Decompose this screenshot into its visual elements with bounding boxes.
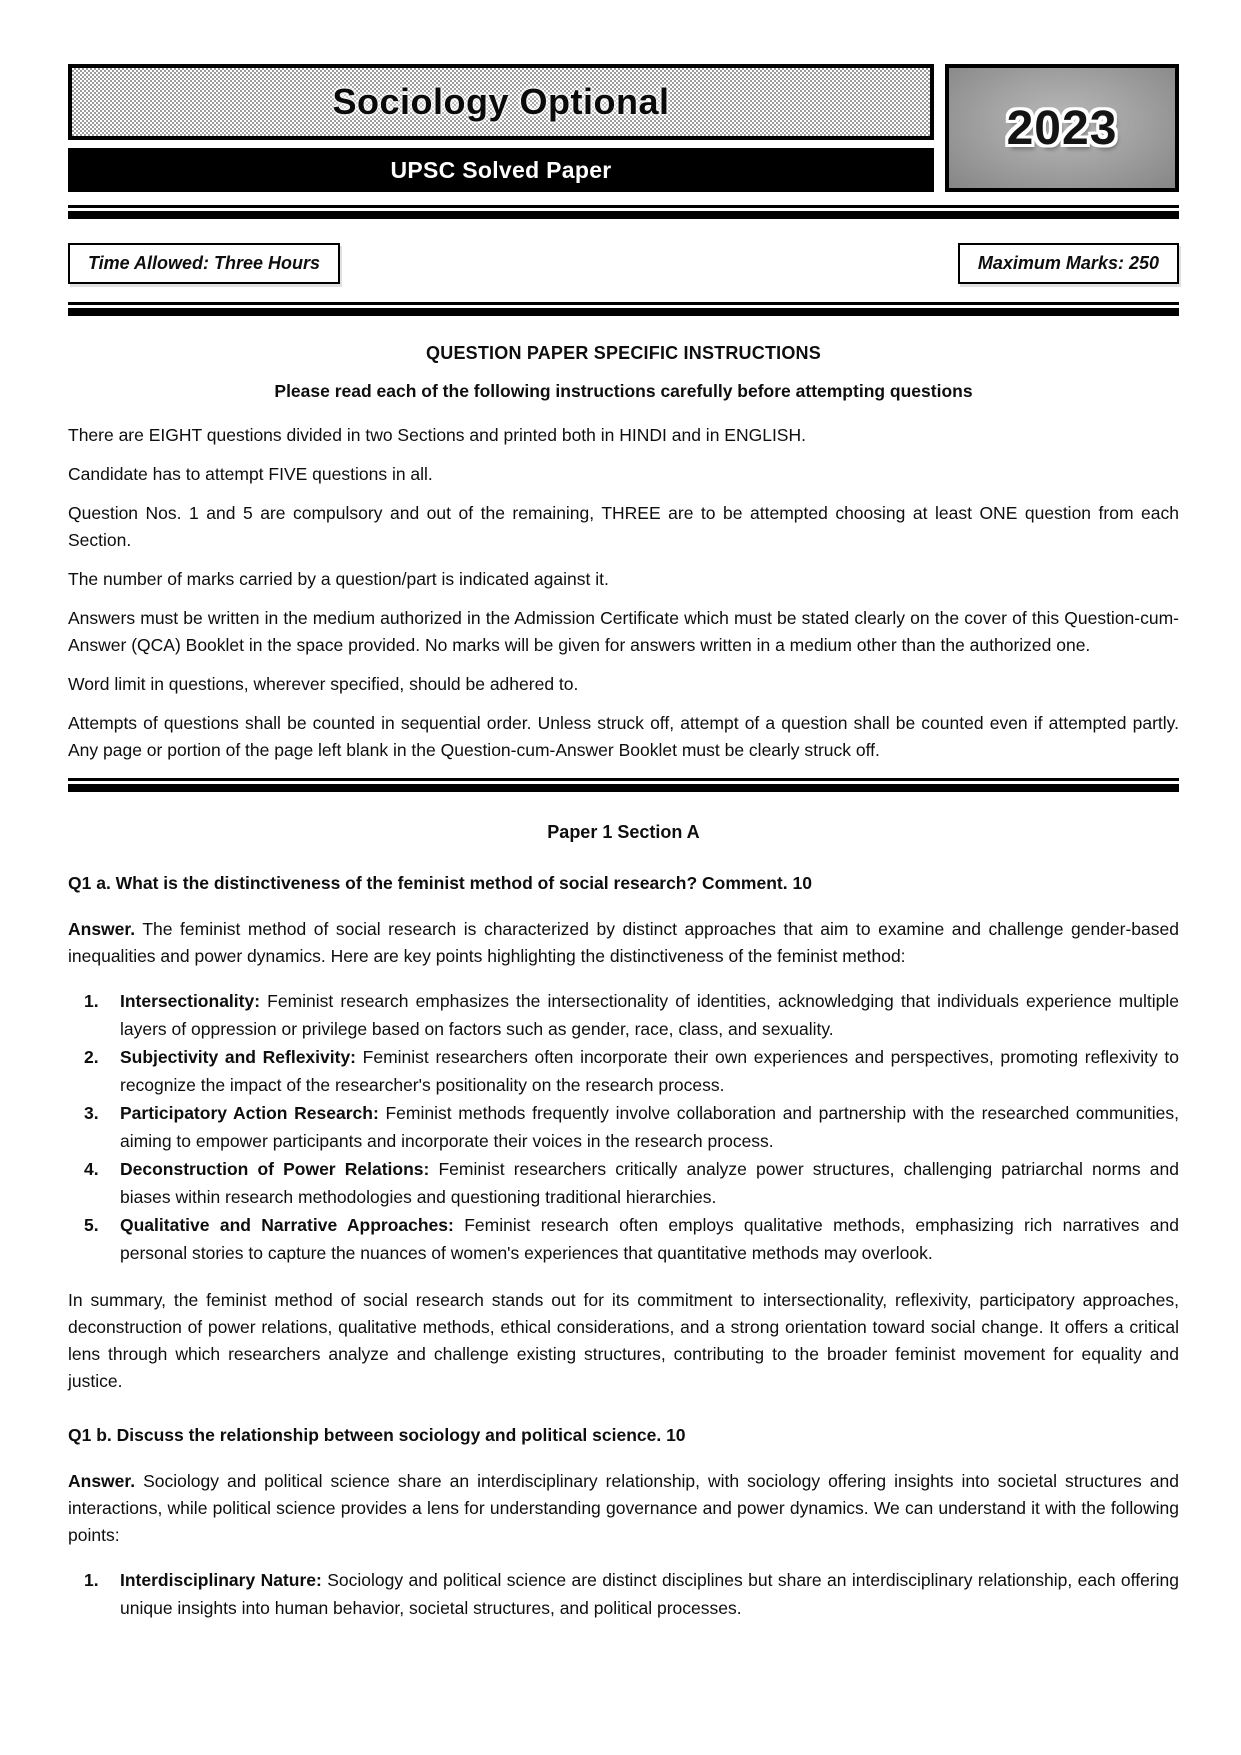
point-body bbox=[120, 1211, 1179, 1267]
paper-body-section bbox=[68, 822, 1179, 1622]
point-number: 5. bbox=[84, 1215, 99, 1235]
section-heading: Paper 1 Section A bbox=[547, 822, 700, 842]
point-number: 4. bbox=[84, 1159, 99, 1179]
point-title: Subjectivity and Reflexivity: bbox=[120, 1047, 357, 1067]
question-1a-summary: In summary, the feminist method of social research stands out for its commitment to intersectionality, reflexivity, participatory approaches, deconstruction of power relations, qualitative methods, ethical considerations, and a strong orientation toward social change. It offers a critical lens through which researchers analyze and challenge existing structures, contributing to the broader feminist movement for equality and justice. bbox=[68, 1290, 1179, 1391]
question-1a-answer-intro bbox=[68, 916, 1179, 970]
question-1b-points-list bbox=[68, 1566, 1179, 1622]
instruction-paragraph: Answers must be written in the medium authorized in the Admission Certificate which must be stated clearly on the cover of this Question-cum-Answer (QCA) Booklet in the space provided. No marks will be given for answers written in a medium other than the authorized one. bbox=[68, 608, 1179, 655]
instruction-paragraph: Candidate has to attempt FIVE questions in all. bbox=[68, 464, 433, 484]
answer-label: Answer. bbox=[68, 1471, 136, 1491]
instruction-paragraph: Attempts of questions shall be counted in sequential order. Unless struck off, attempt of a question shall be counted even if attempted partly. Any page or portion of the page left blank in the Question-cum-Answer Booklet must be clearly struck off. bbox=[68, 713, 1179, 760]
instruction-paragraph: There are EIGHT questions divided in two Sections and printed both in HINDI and in ENGLISH. bbox=[68, 425, 806, 445]
exam-meta-row bbox=[68, 243, 1179, 284]
point-body bbox=[120, 1043, 1179, 1099]
question-1a-heading: Q1 a. What is the distinctiveness of the feminist method of social research? Comment. 10 bbox=[68, 873, 812, 893]
year-badge bbox=[945, 64, 1179, 192]
point-text: Feminist researchers often incorporate their own experiences and perspectives, promoting reflexivity to recognize the impact of the researcher's positionality on the research process. bbox=[120, 1047, 1179, 1095]
point-text: Feminist research emphasizes the intersectionality of identities, acknowledging that individuals experience multiple layers of oppression or privilege based on factors such as gender, race, class, and sexuality. bbox=[120, 991, 1179, 1039]
point-text: Feminist researchers critically analyze power structures, challenging patriarchal norms and biases within research methodologies and questioning traditional hierarchies. bbox=[120, 1159, 1179, 1207]
header-left-column bbox=[68, 64, 934, 192]
question-1b-heading: Q1 b. Discuss the relationship between sociology and political science. 10 bbox=[68, 1425, 686, 1445]
answer-label: Answer. bbox=[68, 919, 136, 939]
answer-intro-text: The feminist method of social research is characterized by distinct approaches that aim to examine and challenge gender-based inequalities and power dynamics. Here are key points highlighting the distinctiveness of the feminist method: bbox=[68, 919, 1179, 966]
paper-title-banner bbox=[68, 64, 934, 140]
answer-point bbox=[84, 1211, 1179, 1267]
point-body bbox=[120, 1099, 1179, 1155]
divider-rule-section bbox=[68, 778, 1179, 792]
point-number: 1. bbox=[84, 991, 99, 1011]
instruction-paragraph: The number of marks carried by a question/part is indicated against it. bbox=[68, 569, 609, 589]
point-title: Qualitative and Narrative Approaches: bbox=[120, 1215, 454, 1235]
point-body bbox=[120, 1566, 1179, 1622]
point-number: 1. bbox=[84, 1570, 99, 1590]
answer-point bbox=[84, 1155, 1179, 1211]
instructions-subheading: Please read each of the following instructions carefully before attempting questions bbox=[274, 381, 973, 401]
answer-intro-text: Sociology and political science share an interdisciplinary relationship, with sociology offering insights into societal structures and interactions, while political science provides a lens for understanding governance and power dynamics. We can understand it with the following points: bbox=[68, 1471, 1179, 1545]
point-number: 3. bbox=[84, 1103, 99, 1123]
point-body bbox=[120, 987, 1179, 1043]
year-text: 2023 bbox=[1006, 101, 1118, 155]
answer-point bbox=[84, 1566, 1179, 1622]
point-text: Feminist methods frequently involve collaboration and partnership with the researched communities, aiming to empower participants and incorporate their voices in the research process. bbox=[120, 1103, 1179, 1151]
point-title: Participatory Action Research: bbox=[120, 1103, 379, 1123]
time-allowed-text: Time Allowed: Three Hours bbox=[88, 253, 321, 273]
maximum-marks-box bbox=[958, 243, 1179, 284]
instructions-heading: QUESTION PAPER SPECIFIC INSTRUCTIONS bbox=[426, 343, 821, 363]
point-number: 2. bbox=[84, 1047, 99, 1067]
paper-header bbox=[68, 64, 1179, 192]
maximum-marks-text: Maximum Marks: 250 bbox=[977, 253, 1159, 273]
instruction-paragraph: Question Nos. 1 and 5 are compulsory and out of the remaining, THREE are to be attempted choosing at least ONE question from each Section. bbox=[68, 503, 1179, 550]
divider-rule-top bbox=[68, 205, 1179, 219]
question-1b-answer-intro bbox=[68, 1468, 1179, 1549]
paper-subtitle: UPSC Solved Paper bbox=[390, 156, 612, 183]
point-text: Sociology and political science are distinct disciplines but share an interdisciplinary relationship, each offering unique insights into human behavior, societal structures, and political processes. bbox=[120, 1570, 1179, 1618]
instructions-section bbox=[68, 343, 1179, 764]
question-1a-points-list bbox=[68, 987, 1179, 1267]
point-title: Intersectionality: bbox=[120, 991, 261, 1011]
answer-point bbox=[84, 987, 1179, 1043]
answer-point bbox=[84, 1043, 1179, 1099]
answer-point bbox=[84, 1099, 1179, 1155]
paper-subtitle-bar bbox=[68, 148, 934, 192]
point-title: Interdisciplinary Nature: bbox=[120, 1570, 322, 1590]
instruction-paragraph: Word limit in questions, wherever specified, should be adhered to. bbox=[68, 674, 579, 694]
point-title: Deconstruction of Power Relations: bbox=[120, 1159, 430, 1179]
time-allowed-box bbox=[68, 243, 340, 284]
divider-rule-meta bbox=[68, 302, 1179, 316]
paper-title: Sociology Optional bbox=[332, 81, 670, 122]
point-text: Feminist research often employs qualitative methods, emphasizing rich narratives and personal stories to capture the nuances of women's experiences that quantitative methods may overlook. bbox=[120, 1215, 1179, 1263]
point-body bbox=[120, 1155, 1179, 1211]
